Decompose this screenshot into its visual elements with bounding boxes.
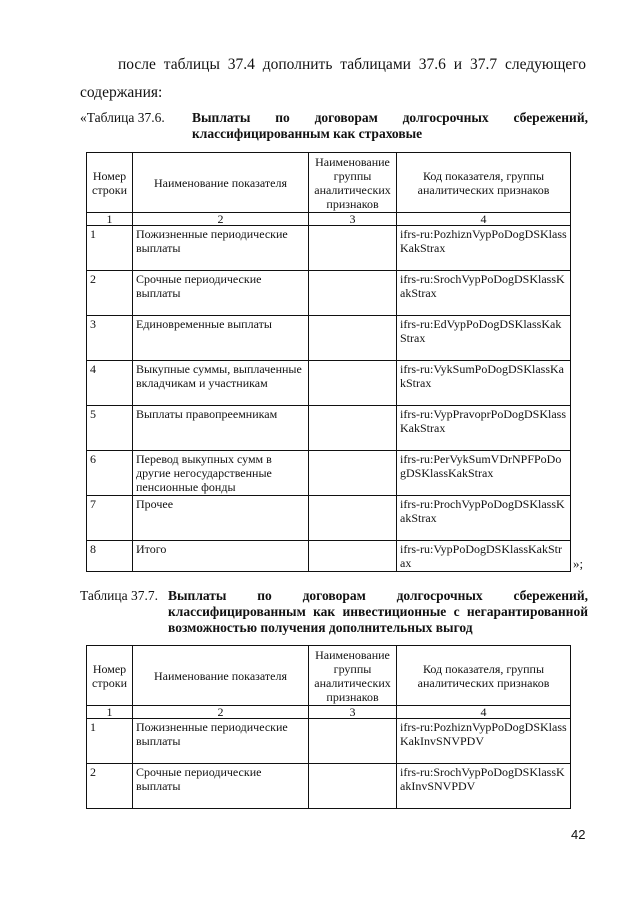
table2-header-cell: Номер строки	[87, 646, 133, 706]
table-row	[87, 226, 571, 271]
row-number: 1	[87, 226, 133, 271]
table-row	[87, 541, 571, 572]
table1-caption-title-line1: Выплаты по договорам долгосрочных сбережений,	[192, 110, 588, 125]
table-row	[87, 496, 571, 541]
group-name	[309, 764, 397, 809]
table2-column-number: 2	[133, 706, 309, 719]
table-row	[87, 719, 571, 764]
table2-header-cell: Код показателя, группы аналитических признаков	[397, 646, 571, 706]
page-number: 42	[571, 827, 586, 842]
indicator-name: Срочные периодические выплаты	[133, 764, 309, 809]
table2-column-number: 1	[87, 706, 133, 719]
table1-header-cell: Наименование группы аналитических признаков	[309, 153, 397, 213]
group-name	[309, 406, 397, 451]
indicator-code: ifrs-ru:PozhiznVypPoDogDSKlassKakInvSNVPDV	[397, 719, 571, 764]
row-number: 1	[87, 719, 133, 764]
table-row	[87, 316, 571, 361]
indicator-name: Пожизненные периодические выплаты	[133, 719, 309, 764]
group-name	[309, 271, 397, 316]
row-number: 3	[87, 316, 133, 361]
table2-column-number-row	[87, 706, 571, 719]
table-row	[87, 361, 571, 406]
table1-column-number: 3	[309, 213, 397, 226]
table-row	[87, 764, 571, 809]
table1-header-row	[87, 153, 571, 213]
table2-header-cell: Наименование группы аналитических признаков	[309, 646, 397, 706]
table-37-6	[86, 152, 571, 572]
table2-column-number: 4	[397, 706, 571, 719]
indicator-name: Единовременные выплаты	[133, 316, 309, 361]
table2-header-cell: Наименование показателя	[133, 646, 309, 706]
group-name	[309, 316, 397, 361]
table2-header-row	[87, 646, 571, 706]
row-number: 5	[87, 406, 133, 451]
table1-header-cell: Наименование показателя	[133, 153, 309, 213]
row-number: 7	[87, 496, 133, 541]
table-row	[87, 271, 571, 316]
table-row	[87, 406, 571, 451]
row-number: 2	[87, 271, 133, 316]
indicator-name: Срочные периодические выплаты	[133, 271, 309, 316]
group-name	[309, 541, 397, 572]
indicator-code: ifrs-ru:PerVykSumVDrNPFPoDogDSKlassKakStrax	[397, 451, 571, 496]
indicator-name: Перевод выкупных сумм в другие негосударственные пенсионные фонды	[133, 451, 309, 496]
table-37-7	[86, 645, 571, 809]
table1-closing-quote: »;	[573, 556, 584, 571]
table1-column-number: 2	[133, 213, 309, 226]
group-name	[309, 496, 397, 541]
table-row	[87, 451, 571, 496]
table2-caption-title-line3: возможностью получения дополнительных выгод	[168, 620, 473, 635]
indicator-code: ifrs-ru:PozhiznVypPoDogDSKlassKakStrax	[397, 226, 571, 271]
row-number: 6	[87, 451, 133, 496]
intro-text-line2: содержания:	[80, 84, 163, 101]
indicator-code: ifrs-ru:VypPoDogDSKlassKakStrax	[397, 541, 571, 572]
table2-column-number: 3	[309, 706, 397, 719]
group-name	[309, 719, 397, 764]
indicator-code: ifrs-ru:SrochVypPoDogDSKlassKakStrax	[397, 271, 571, 316]
table2-caption-label: Таблица 37.7.	[80, 588, 158, 603]
table1-header-cell: Код показателя, группы аналитических признаков	[397, 153, 571, 213]
table2-caption	[80, 588, 588, 636]
table1-column-number: 1	[87, 213, 133, 226]
indicator-name: Итого	[133, 541, 309, 572]
table2-caption-title-line2: классифицированным как инвестиционные с негарантированной	[168, 604, 588, 619]
table1-caption-label: «Таблица 37.6.	[80, 110, 165, 125]
indicator-code: ifrs-ru:ProchVypPoDogDSKlassKakStrax	[397, 496, 571, 541]
row-number: 2	[87, 764, 133, 809]
group-name	[309, 361, 397, 406]
table1-caption	[80, 110, 588, 142]
table1-column-number-row	[87, 213, 571, 226]
indicator-name: Выплаты правопреемникам	[133, 406, 309, 451]
indicator-name: Прочее	[133, 496, 309, 541]
table1-column-number: 4	[397, 213, 571, 226]
indicator-code: ifrs-ru:SrochVypPoDogDSKlassKakInvSNVPDV	[397, 764, 571, 809]
indicator-name: Выкупные суммы, выплаченные вкладчикам и участникам	[133, 361, 309, 406]
group-name	[309, 226, 397, 271]
indicator-code: ifrs-ru:EdVypPoDogDSKlassKakStrax	[397, 316, 571, 361]
row-number: 4	[87, 361, 133, 406]
indicator-name: Пожизненные периодические выплаты	[133, 226, 309, 271]
indicator-code: ifrs-ru:VykSumPoDogDSKlassKakStrax	[397, 361, 571, 406]
table1-header-cell: Номер строки	[87, 153, 133, 213]
table2-caption-title-line1: Выплаты по договорам долгосрочных сбережений,	[168, 588, 588, 603]
indicator-code: ifrs-ru:VypPravoprPoDogDSKlassKakStrax	[397, 406, 571, 451]
table1-caption-title-line2: классифицированным как страховые	[192, 126, 423, 141]
row-number: 8	[87, 541, 133, 572]
intro-text-line1: после таблицы 37.4 дополнить таблицами 37.6 и 37.7 следующего	[118, 56, 586, 73]
group-name	[309, 451, 397, 496]
